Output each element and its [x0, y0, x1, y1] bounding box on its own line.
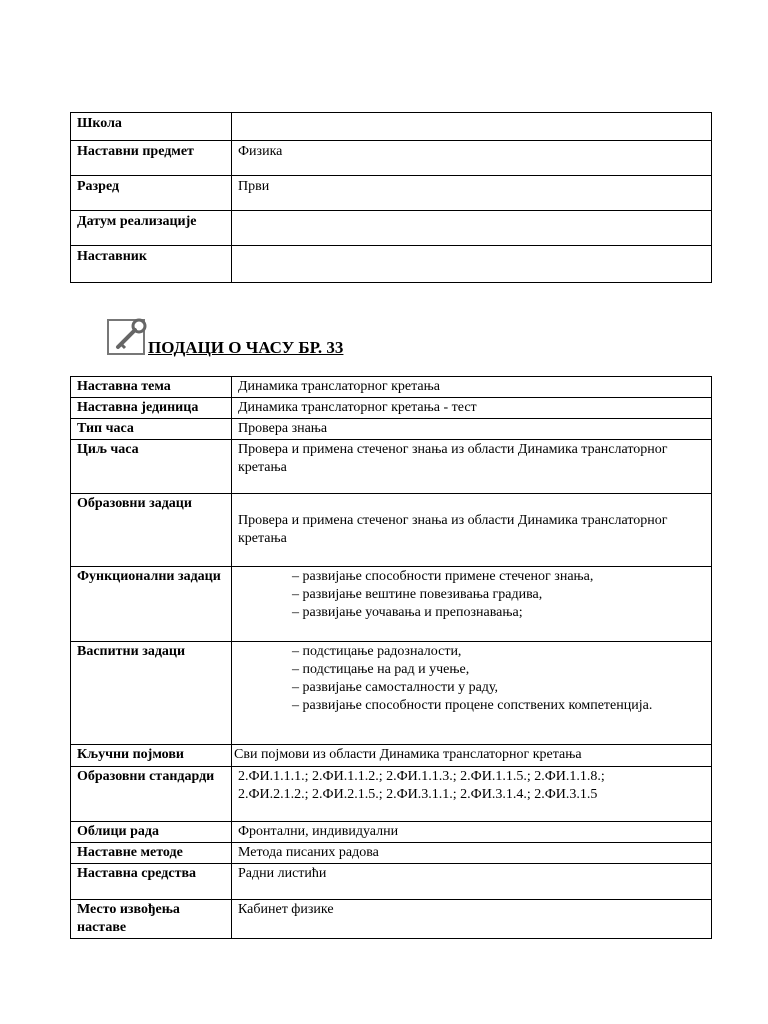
value-predmet: Физика [232, 141, 712, 176]
key-icon [106, 316, 148, 356]
label-predmet: Наставни предмет [71, 141, 232, 176]
list-item: – развијање самосталности у раду, [292, 680, 499, 695]
value-razred: Први [232, 176, 712, 211]
value-oblici: Фронтални, индивидуални [232, 822, 712, 843]
value-cilj: Провера и примена стеченог знања из области Динамика транслаторног кретања [232, 440, 712, 494]
label-oblici: Облици рада [71, 822, 232, 843]
value-skola [232, 113, 712, 141]
value-tip: Провера знања [232, 419, 712, 440]
standardi-line: 2.ФИ.2.1.2.; 2.ФИ.2.1.5.; 2.ФИ.3.1.1.; 2.ФИ.3.1.4.; 2.ФИ.3.1.5 [238, 787, 598, 802]
value-obrazovni: Провера и примена стеченог знања из области Динамика транслаторног кретања [232, 494, 712, 567]
label-funkcionalni: Функционални задаци [71, 567, 232, 642]
list-item: – развијање способности примене стеченог знања, [292, 569, 594, 584]
value-tema: Динамика транслаторног кретања [232, 377, 712, 398]
label-nastavnik: Наставник [71, 246, 232, 283]
value-jedinica: Динамика транслаторног кретања - тест [232, 398, 712, 419]
value-mesto: Кабинет физике [232, 900, 712, 939]
value-funkcionalni [232, 567, 712, 642]
label-cilj: Циљ часа [71, 440, 232, 494]
label-razred: Разред [71, 176, 232, 211]
lesson-heading: ПОДАЦИ О ЧАСУ БР. 33 [148, 338, 344, 357]
school-info-table [70, 112, 712, 283]
label-standardi: Образовни стандарди [71, 767, 232, 822]
label-sredstva: Наставна средства [71, 864, 232, 900]
label-tema: Наставна тема [71, 377, 232, 398]
label-skola: Школа [71, 113, 232, 141]
label-datum: Датум реализације [71, 211, 232, 246]
value-nastavnik [232, 246, 712, 283]
list-item: – развијање вештине повезивања градива, [292, 587, 543, 602]
value-sredstva: Радни листићи [232, 864, 712, 900]
value-pojmovi: Сви појмови из области Динамика транслаторног кретања [232, 745, 712, 767]
label-pojmovi: Кључни појмови [71, 745, 232, 767]
label-vaspitni: Васпитни задаци [71, 642, 232, 745]
value-datum [232, 211, 712, 246]
label-jedinica: Наставна јединица [71, 398, 232, 419]
standardi-line: 2.ФИ.1.1.1.; 2.ФИ.1.1.2.; 2.ФИ.1.1.3.; 2.ФИ.1.1.5.; 2.ФИ.1.1.8.; [238, 769, 605, 784]
lesson-table [70, 376, 712, 939]
label-metode: Наставне методе [71, 843, 232, 864]
value-standardi [232, 767, 712, 822]
label-tip: Тип часа [71, 419, 232, 440]
label-obrazovni: Образовни задаци [71, 494, 232, 567]
value-metode: Метода писаних радова [232, 843, 712, 864]
list-item: – развијање способности процене сопствених компетенција. [292, 698, 653, 713]
value-vaspitni [232, 642, 712, 745]
list-item: – подстицање на рад и учење, [292, 662, 470, 677]
list-item: – развијање уочавања и препознавања; [292, 605, 523, 620]
list-item: – подстицање радозналости, [292, 644, 462, 659]
label-mesto: Место извођења наставе [71, 900, 232, 939]
